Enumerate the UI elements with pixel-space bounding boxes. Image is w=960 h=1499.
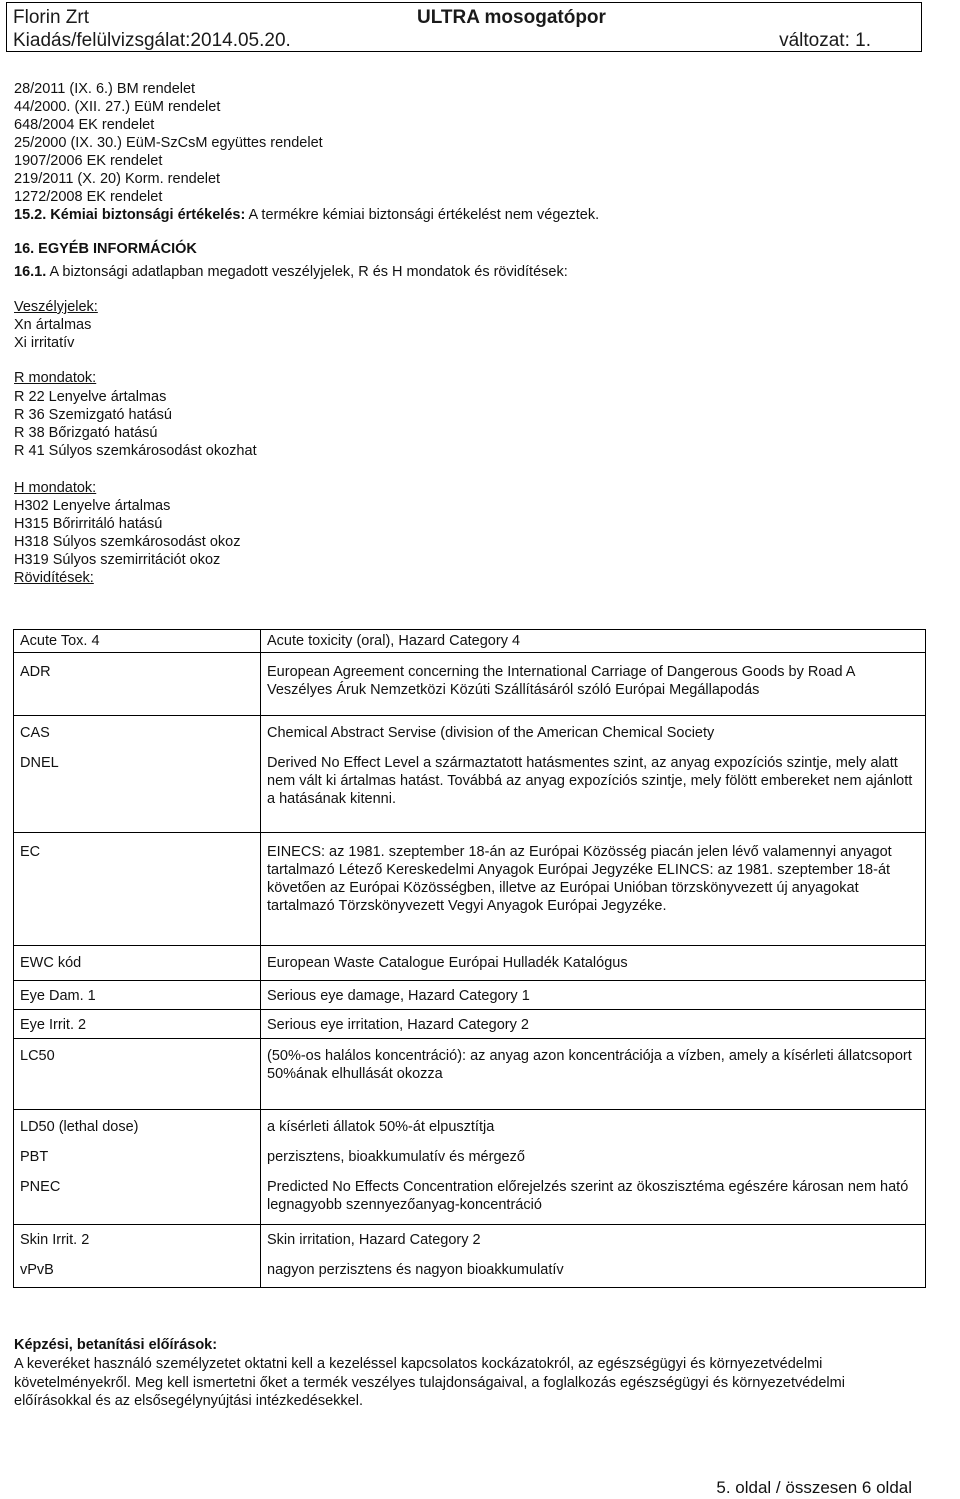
r-phrase-item: R 38 Bőrizgató hatású <box>14 425 158 441</box>
table-row <box>14 1225 926 1256</box>
h-phrase-item: H302 Lenyelve ártalmas <box>14 498 171 514</box>
abbr-value: (50%-os halálos koncentráció): az anyag azon koncentrációja a vízben, amely a kísérleti állatcsoport 50%ának elhullását okozza <box>261 1039 926 1110</box>
abbr-key: vPvB <box>14 1255 261 1288</box>
section-15-2-text: A termékre kémiai biztonsági értékelést nem végeztek. <box>245 207 600 223</box>
abbr-key: ADR <box>14 653 261 716</box>
abbr-value: Predicted No Effects Concentration előrejelzés szerint az ökoszisztéma egészére károsan nem ható legnagyobb szennyezőanyag-koncentráció <box>261 1172 926 1225</box>
table-row <box>14 716 926 747</box>
version: változat: 1. <box>779 30 871 51</box>
abbr-key: LD50 (lethal dose) <box>14 1110 261 1143</box>
abbr-key: PNEC <box>14 1172 261 1225</box>
h-phrase-item: H315 Bőrirritáló hatású <box>14 516 163 532</box>
r-phrase-item: R 36 Szemizgató hatású <box>14 407 172 423</box>
abbr-value: Serious eye irritation, Hazard Category 2 <box>261 1010 926 1039</box>
abbr-value: Skin irritation, Hazard Category 2 <box>261 1225 926 1256</box>
table-row <box>14 653 926 716</box>
abbr-value: nagyon perzisztens és nagyon bioakkumulatív <box>261 1255 926 1288</box>
training-title: Képzési, betanítási előírások: <box>14 1337 218 1353</box>
regulation-item: 219/2011 (X. 20) Korm. rendelet <box>14 171 221 187</box>
abbr-value: European Agreement concerning the International Carriage of Dangerous Goods by Road A Veszélyes Áruk Nemzetközi Közúti Szállításáról szóló Európai Megállapodás <box>261 653 926 716</box>
abbreviations-title: Rövidítések: <box>14 570 94 586</box>
abbr-value: Chemical Abstract Servise (division of the American Chemical Society <box>261 716 926 747</box>
company-name: Florin Zrt <box>13 7 89 28</box>
training-text: A keveréket használó személyzetet oktatni kell a kezeléssel kapcsolatos kockázatokról, az egészségügyi és környezetvédelmi követelményekről. Meg kell ismertetni őket a termék veszélyes tulajdonságaival, a foglalkozás egészségügyi és környezetvédelmi előírásokkal és az elsősegélynyújtási intézkedésekkel. <box>14 1356 845 1409</box>
h-phrase-item: H318 Súlyos szemkárosodást okoz <box>14 534 241 550</box>
table-row <box>14 1172 926 1225</box>
page-number: 5. oldal / összesen 6 oldal <box>716 1478 912 1497</box>
section-16-1 <box>14 263 568 281</box>
table-row <box>14 1110 926 1143</box>
regulation-item: 1272/2008 EK rendelet <box>14 189 163 205</box>
abbr-value: perzisztens, bioakkumulatív és mérgező <box>261 1142 926 1172</box>
hazard-symbol-item: Xi irritatív <box>14 335 75 351</box>
hazard-symbol-item: Xn ártalmas <box>14 317 92 333</box>
abbr-key: PBT <box>14 1142 261 1172</box>
table-row <box>14 1142 926 1172</box>
regulation-item: 648/2004 EK rendelet <box>14 117 155 133</box>
table-row <box>14 630 926 653</box>
abbr-key: Eye Irrit. 2 <box>14 1010 261 1039</box>
r-phrase-item: R 22 Lenyelve ártalmas <box>14 389 167 405</box>
section-15-2-heading: 15.2. Kémiai biztonsági értékelés: <box>14 207 246 223</box>
abbr-value: EINECS: az 1981. szeptember 18-án az Európai Közösség piacán jelen lévő valamennyi anyagot tartalmazó Létező Kereskedelmi Anyagok Európai Jegyzéke ELINCS: az 1981. szeptember 18-át követően az Európai Közösségben, illetve az Európai Unióban törzskönyvezett új anyagokat tartalmazó Törzskönyvezett Vegyi Anyagok Európai Jegyzéke. <box>261 833 926 946</box>
abbr-key: Acute Tox. 4 <box>14 630 261 653</box>
regulation-item: 44/2000. (XII. 27.) EüM rendelet <box>14 99 221 115</box>
abbr-key: LC50 <box>14 1039 261 1110</box>
document-header <box>6 2 922 52</box>
table-row <box>14 981 926 1010</box>
section-16-heading: 16. EGYÉB INFORMÁCIÓK <box>14 241 197 257</box>
abbr-key: DNEL <box>14 746 261 833</box>
section-16-1-text: A biztonsági adatlapban megadott veszélyjelek, R és H mondatok és rövidítések: <box>46 264 568 280</box>
h-phrases-title: H mondatok: <box>14 480 97 496</box>
regulation-item: 28/2011 (IX. 6.) BM rendelet <box>14 81 196 97</box>
abbr-key: CAS <box>14 716 261 747</box>
table-row <box>14 1255 926 1288</box>
issue-date: Kiadás/felülvizsgálat:2014.05.20. <box>13 30 291 51</box>
table-row <box>14 1039 926 1110</box>
abbr-value: a kísérleti állatok 50%-át elpusztítja <box>261 1110 926 1143</box>
abbreviations-table <box>13 629 926 1288</box>
abbr-key: Eye Dam. 1 <box>14 981 261 1010</box>
regulation-item: 1907/2006 EK rendelet <box>14 153 163 169</box>
abbr-key: Skin Irrit. 2 <box>14 1225 261 1256</box>
abbr-value: Serious eye damage, Hazard Category 1 <box>261 981 926 1010</box>
table-row <box>14 946 926 981</box>
table-row <box>14 1010 926 1039</box>
hazard-symbols-title: Veszélyjelek: <box>14 299 98 315</box>
r-phrases-title: R mondatok: <box>14 370 97 386</box>
section-16-1-number: 16.1. <box>14 264 47 280</box>
table-row <box>14 746 926 833</box>
h-phrase-item: H319 Súlyos szemirritációt okoz <box>14 552 221 568</box>
regulation-item: 25/2000 (IX. 30.) EüM-SzCsM együttes rendelet <box>14 135 323 151</box>
abbr-value: Derived No Effect Level a származtatott hatásmentes szint, az anyag expozíciós szintje, mely alatt nem vált ki ártalmas hatást. Továbbá az anyag expozíciós szintje, mely fölött embereket nem ajánlott a hatásának kitenni. <box>261 746 926 833</box>
abbr-value: European Waste Catalogue Európai Hulladék Katalógus <box>261 946 926 981</box>
abbr-value: Acute toxicity (oral), Hazard Category 4 <box>261 630 926 653</box>
abbr-key: EC <box>14 833 261 946</box>
abbr-key: EWC kód <box>14 946 261 981</box>
table-row <box>14 833 926 946</box>
r-phrase-item: R 41 Súlyos szemkárosodást okozhat <box>14 443 257 459</box>
product-name: ULTRA mosogatópor <box>417 7 606 28</box>
section-15-2 <box>14 206 599 224</box>
